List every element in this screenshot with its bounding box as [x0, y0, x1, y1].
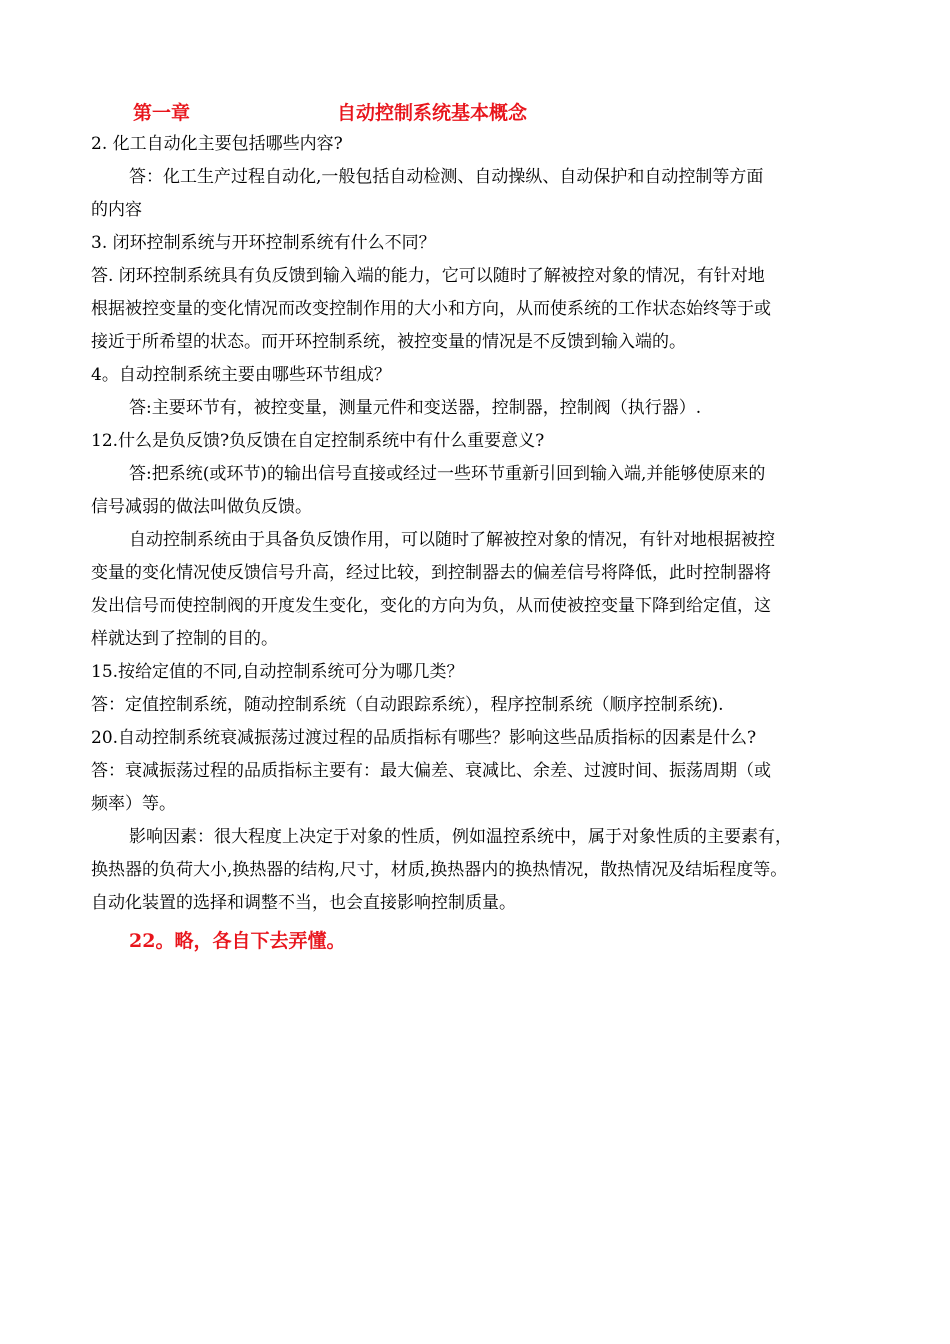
answer-2-line-2: 的内容	[91, 200, 142, 220]
question-20: 20.自动控制系统衰减振荡过渡过程的品质指标有哪些？影响这些品质指标的因素是什么?	[91, 728, 757, 748]
answer-20-para-2-line-2: 换热器的负荷大小,换热器的结构,尺寸，材质,换热器内的换热情况，散热情况及结垢程度等。	[91, 860, 788, 880]
answer-15: 答：定值控制系统，随动控制系统（自动跟踪系统），程序控制系统（顺序控制系统).	[91, 695, 724, 715]
answer-12-para-2-line-3: 发出信号而使控制阀的开度发生变化，变化的方向为负，从而使被控变量下降到给定值，这	[91, 596, 771, 616]
answer-12-para-2-line-4: 样就达到了控制的目的。	[91, 629, 278, 649]
answer-12-line-1: 答:把系统(或环节)的输出信号直接或经过一些环节重新引回到输入端,并能够使原来的	[129, 464, 766, 484]
question-3: 3. 闭环控制系统与开环控制系统有什么不同？	[91, 233, 436, 253]
answer-12-para-2-line-1: 自动控制系统由于具备负反馈作用，可以随时了解被控对象的情况，有针对地根据被控	[129, 530, 775, 550]
chapter-number: 第一章	[133, 102, 191, 124]
answer-20-line-1: 答：衰减振荡过程的品质指标主要有：最大偏差、衰减比、余差、过渡时间、振荡周期（或	[91, 761, 771, 781]
answer-20-para-2-line-1: 影响因素：很大程度上决定于对象的性质，例如温控系统中，属于对象性质的主要素有，	[129, 827, 792, 847]
answer-3-line-1: 答. 闭环控制系统具有负反馈到输入端的能力，它可以随时了解被控对象的情况，有针对地	[91, 266, 765, 286]
answer-3-line-2: 根据被控变量的变化情况而改变控制作用的大小和方向，从而使系统的工作状态始终等于或	[91, 299, 771, 319]
question-12: 12.什么是负反馈?负反馈在自定控制系统中有什么重要意义?	[91, 431, 545, 451]
final-note: 22。略，各自下去弄懂。	[129, 930, 346, 952]
answer-2-line-1: 答：化工生产过程自动化,一般包括自动检测、自动操纵、自动保护和自动控制等方面	[129, 167, 764, 187]
chapter-title	[91, 98, 861, 128]
answer-12-line-2: 信号减弱的做法叫做负反馈。	[91, 497, 312, 517]
answer-20-line-2: 频率）等。	[91, 794, 176, 814]
answer-20-para-2-line-3: 自动化装置的选择和调整不当，也会直接影响控制质量。	[91, 893, 516, 913]
chapter-name: 自动控制系统基本概念	[337, 102, 528, 124]
question-4: 4。自动控制系统主要由哪些环节组成？	[91, 365, 391, 385]
answer-12-para-2-line-2: 变量的变化情况使反馈信号升高，经过比较，到控制器去的偏差信号将降低，此时控制器将	[91, 563, 771, 583]
question-2: 2. 化工自动化主要包括哪些内容?	[91, 134, 343, 154]
question-15: 15.按给定值的不同,自动控制系统可分为哪几类？	[91, 662, 464, 682]
answer-4: 答:主要环节有，被控变量，测量元件和变送器，控制器，控制阀（执行器）.	[129, 398, 702, 418]
document-content	[91, 98, 861, 959]
answer-3-line-3: 接近于所希望的状态。而开环控制系统，被控变量的情况是不反馈到输入端的。	[91, 332, 686, 352]
